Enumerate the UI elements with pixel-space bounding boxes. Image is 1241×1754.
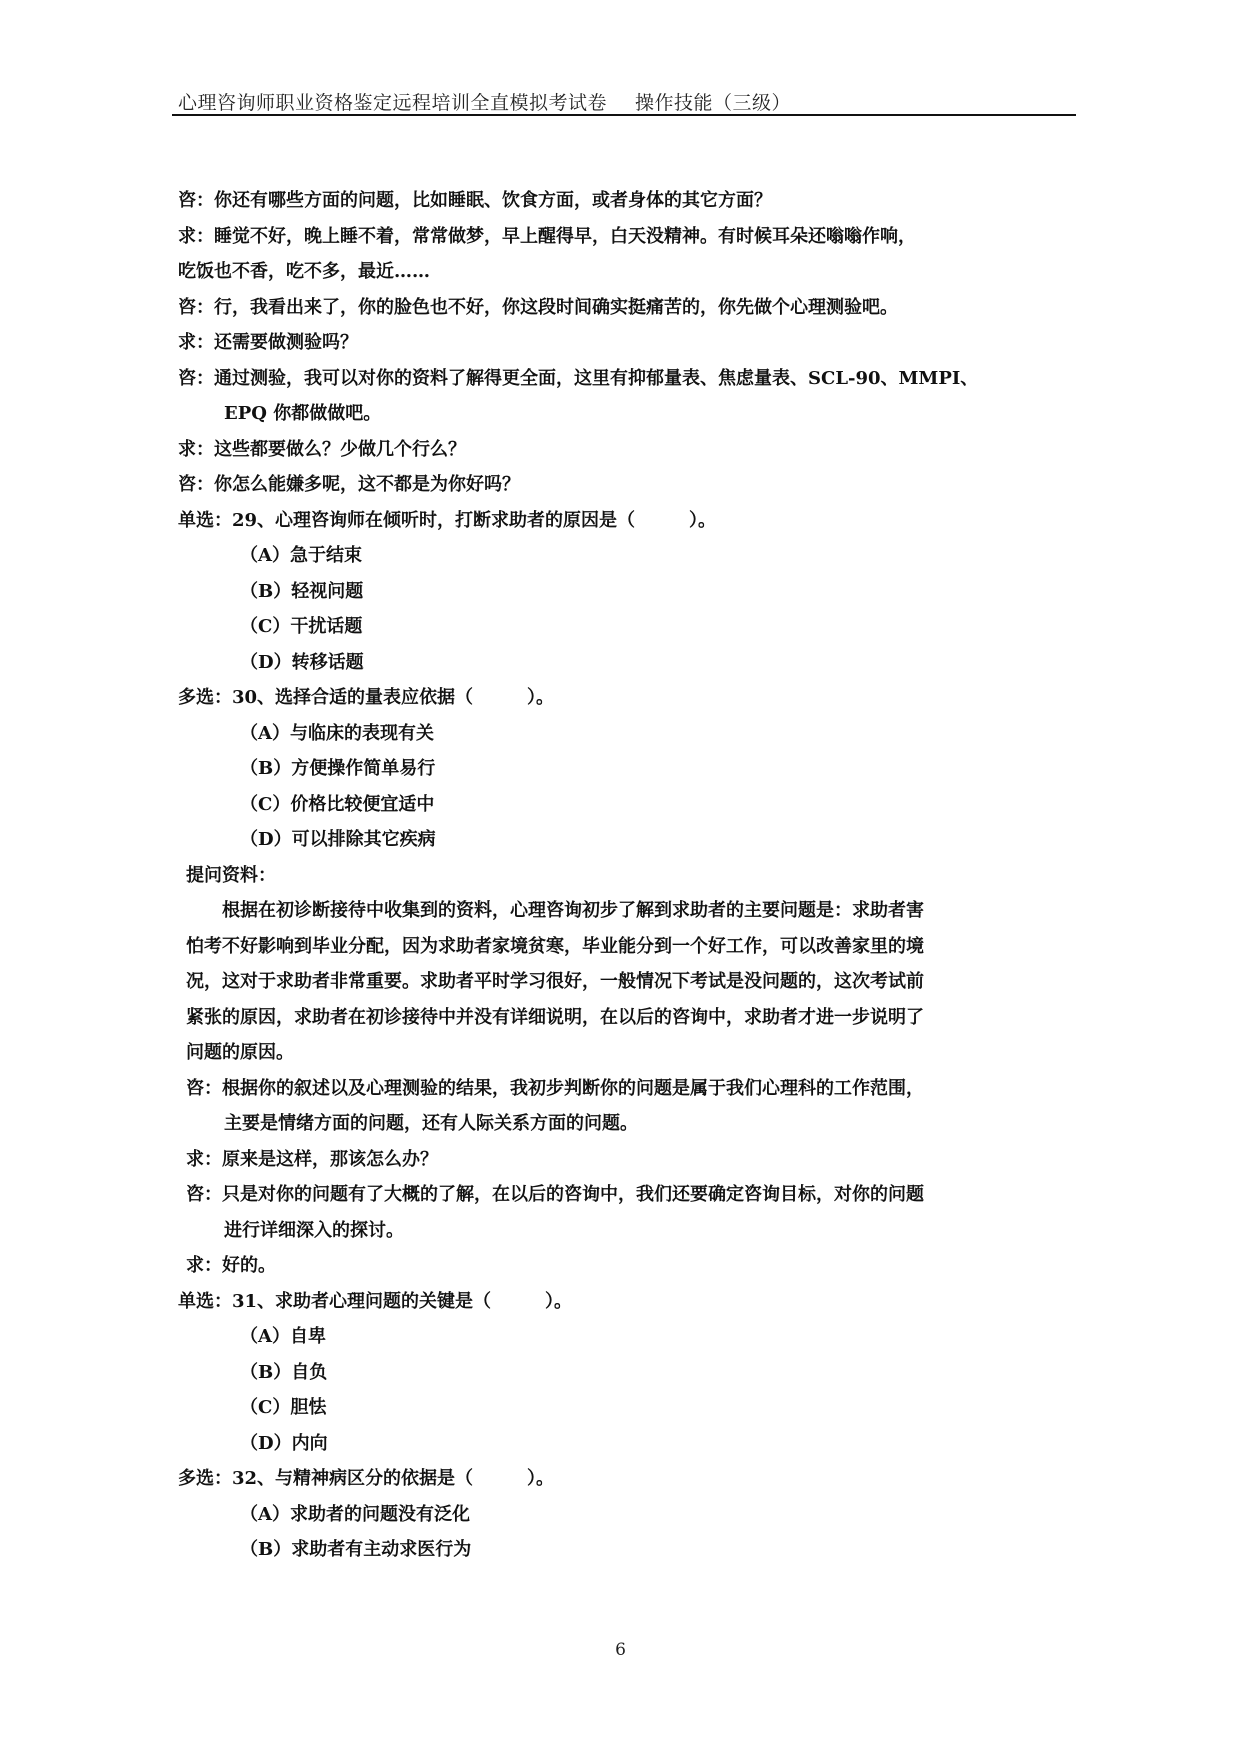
material-heading: 提问资料：: [186, 864, 276, 886]
dialogue-line: 咨：行，我看出来了，你的脸色也不好，你这段时间确实挺痛苦的，你先做个心理测验吧。: [178, 296, 898, 318]
question-29-option-b: （B）轻视问题: [240, 580, 364, 602]
dialogue-line: 吃饭也不香，吃不多，最近……: [178, 261, 430, 282]
page-number: 6: [615, 1640, 626, 1660]
question-30-stem: 多选：30、选择合适的量表应依据（ ）。: [178, 687, 555, 708]
dialogue-line: 进行详细深入的探讨。: [224, 1219, 404, 1241]
material-line: 紧张的原因，求助者在初诊接待中并没有详细说明，在以后的咨询中，求助者才进一步说明了: [186, 1006, 924, 1028]
question-30-option-c: （C）价格比较便宜适中: [240, 793, 435, 815]
dialogue-line: 咨：根据你的叙述以及心理测验的结果，我初步判断你的问题是属于我们心理科的工作范围，: [186, 1077, 924, 1099]
material-line: 怕考不好影响到毕业分配，因为求助者家境贫寒，毕业能分到一个好工作，可以改善家里的境: [186, 935, 924, 957]
header-rule: [172, 114, 1076, 116]
dialogue-line: 咨：通过测验，我可以对你的资料了解得更全面，这里有抑郁量表、焦虑量表、SCL-90、MMPI、: [178, 367, 979, 389]
question-29-option-d: （D）转移话题: [240, 651, 364, 673]
dialogue-line: EPQ 你都做做吧。: [224, 403, 382, 424]
material-line: 问题的原因。: [186, 1042, 294, 1063]
dialogue-line: 求：好的。: [186, 1255, 276, 1276]
dialogue-line: 求：这些都要做么？少做几个行么？: [178, 438, 466, 460]
question-31-option-b: （B）自负: [240, 1361, 328, 1383]
question-30-option-a: （A）与临床的表现有关: [240, 722, 434, 744]
question-29-option-a: （A）急于结束: [240, 545, 362, 566]
material-line: 根据在初诊断接待中收集到的资料，心理咨询初步了解到求助者的主要问题是：求助者害: [222, 900, 924, 921]
material-line: 况，这对于求助者非常重要。求助者平时学习很好，一般情况下考试是没问题的，这次考试前: [186, 971, 924, 992]
question-31-option-d: （D）内向: [240, 1432, 328, 1454]
question-32-option-a: （A）求助者的问题没有泛化: [240, 1503, 470, 1525]
question-32-stem: 多选：32、与精神病区分的依据是（ ）。: [178, 1468, 555, 1489]
question-31-option-c: （C）胆怯: [240, 1397, 327, 1418]
question-32-option-b: （B）求助者有主动求医行为: [240, 1539, 472, 1560]
dialogue-line: 主要是情绪方面的问题，还有人际关系方面的问题。: [224, 1113, 638, 1134]
question-31-stem: 单选：31、求助者心理问题的关键是（ ）。: [178, 1290, 573, 1312]
header-subject: 操作技能（三级）: [635, 92, 792, 114]
header-title: 心理咨询师职业资格鉴定远程培训全直模拟考试卷: [178, 92, 608, 114]
page-content: [178, 183, 1068, 1568]
question-30-option-b: （B）方便操作简单易行: [240, 758, 436, 779]
question-31-option-a: （A）自卑: [240, 1326, 326, 1347]
dialogue-line: 咨：你还有哪些方面的问题，比如睡眠、饮食方面，或者身体的其它方面？: [178, 190, 772, 211]
dialogue-line: 求：睡觉不好，晚上睡不着，常常做梦，早上醒得早，白天没精神。有时候耳朵还嗡嗡作响，: [178, 225, 916, 247]
dialogue-line: 求：原来是这样，那该怎么办？: [186, 1148, 438, 1170]
question-30-option-d: （D）可以排除其它疾病: [240, 829, 436, 850]
question-29-option-c: （C）干扰话题: [240, 616, 363, 637]
question-29-stem: 单选：29、心理咨询师在倾听时，打断求助者的原因是（ ）。: [178, 509, 717, 531]
page-header: [178, 88, 1074, 115]
dialogue-line: 咨：你怎么能嫌多呢，这不都是为你好吗？: [178, 474, 520, 495]
material-paragraph: [178, 893, 1068, 1071]
dialogue-line: 咨：只是对你的问题有了大概的了解，在以后的咨询中，我们还要确定咨询目标，对你的问题: [186, 1184, 924, 1205]
dialogue-line: 求：还需要做测验吗？: [178, 332, 358, 353]
